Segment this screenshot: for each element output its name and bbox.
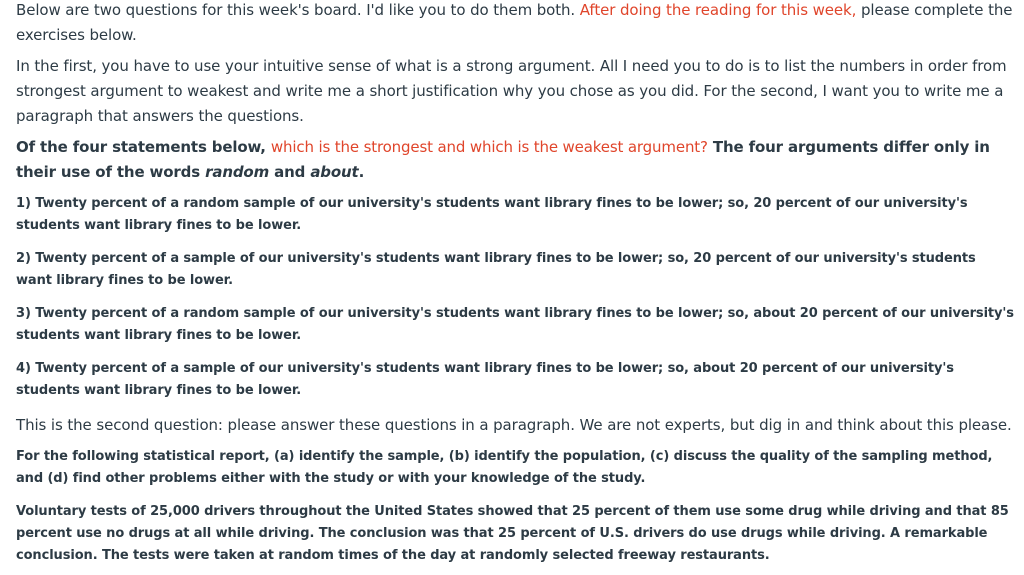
argument-3: 3) Twenty percent of a random sample of our university's students want library fines to be lower; so, about 20 percent of our university's students want library fines to be lower. [16, 306, 1014, 343]
question-1-period: . [358, 163, 365, 181]
argument-1: 1) Twenty percent of a random sample of our university's students want library fines to be lower; so, 20 percent of our university's students want library fines to be lower. [16, 196, 968, 233]
question-1-head-start: Of the four statements below, [16, 138, 271, 156]
question-2-instructions: For the following statistical report, (a) identify the sample, (b) identify the population, (c) discuss the quality of the sampling method, and (d) find other problems either with the study or with your knowledge of the study. [16, 449, 993, 486]
question-1-head-mid: The four arguments differ only in their use of the words [16, 138, 990, 181]
argument-2: 2) Twenty percent of a sample of our university's students want library fines to be lower; so, 20 percent of our university's students want library fines to be lower. [16, 251, 976, 288]
intro-text-start: Below are two questions for this week's board. I'd like you to do them both. [16, 1, 580, 19]
question-1-highlight: which is the strongest and which is the weakest argument? [270, 138, 708, 156]
intro-paragraph-1 [16, 0, 1014, 48]
word-and: and [269, 163, 311, 181]
question-1-heading [16, 135, 1014, 185]
word-about: about [310, 163, 359, 181]
statistical-report: Voluntary tests of 25,000 drivers throughout the United States showed that 25 percent of them use some drug while driving and that 85 percent use no drugs at all while driving. The conclusion was that 25 percent of U.S. drivers do use drugs while driving. A remarkable conclusion. The tests were taken at random times of the day at randomly selected freeway restaurants. [16, 504, 1009, 563]
intro-text-end: please complete the exercises below. [16, 1, 1013, 44]
intro-highlight: After doing the reading for this week, [579, 1, 857, 19]
intro-paragraph-2: In the first, you have to use your intuitive sense of what is a strong argument. All I need you to do is to list the numbers in order from strongest argument to weakest and write me a short justification why you chose as you did. For the second, I want you to write me a paragraph that answers the questions. [16, 57, 1007, 125]
argument-4: 4) Twenty percent of a sample of our university's students want library fines to be lower; so, about 20 percent of our university's students want library fines to be lower. [16, 361, 954, 398]
question-2-intro: This is the second question: please answer these questions in a paragraph. We are not experts, but dig in and think about this please. [16, 416, 1012, 434]
word-random: random [205, 163, 270, 181]
